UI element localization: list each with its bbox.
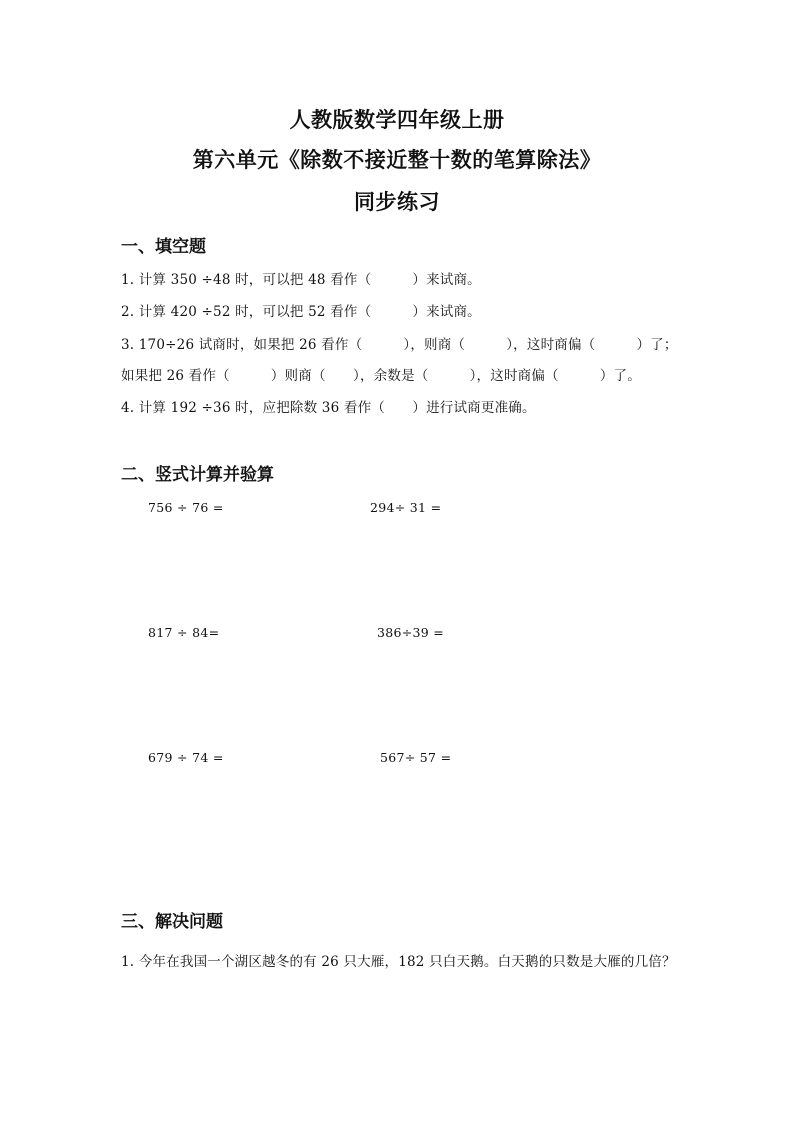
question-3-line-1: 3. 170÷26 试商时，如果把 26 看作（ ），则商（ ），这时商偏（ ）了； (121, 337, 678, 353)
question-4: 4. 计算 192 ÷36 时，应把除数 36 看作（ ）进行试商更准确。 (121, 400, 536, 416)
calc-problem: 679 ÷ 74 = (148, 750, 224, 765)
title-line-1: 人教版数学四年级上册 (289, 107, 505, 132)
question-1: 1. 计算 350 ÷48 时，可以把 48 看作（ ）来试商。 (121, 272, 481, 288)
title-line-2: 第六单元《除数不接近整十数的笔算除法》 (192, 147, 602, 172)
question-2: 2. 计算 420 ÷52 时，可以把 52 看作（ ）来试商。 (121, 304, 481, 320)
section-problem-solving-heading: 三、解决问题 (121, 912, 223, 932)
calc-problem: 756 ÷ 76 = (148, 500, 224, 515)
section-fill-blank-heading: 一、填空题 (121, 237, 206, 257)
calc-problem: 817 ÷ 84= (148, 625, 220, 640)
calc-problem: 386÷39 = (377, 625, 445, 640)
calc-problem: 294÷ 31 = (370, 500, 442, 515)
section-vertical-calc-heading: 二、竖式计算并验算 (121, 465, 274, 485)
calc-problem: 567÷ 57 = (380, 750, 452, 765)
word-problem-1: 1. 今年在我国一个湖区越冬的有 26 只大雁，182 只白天鹅。白天鹅的只数是大雁的几倍？ (121, 954, 676, 970)
title-line-3: 同步练习 (354, 189, 440, 214)
question-3-line-2: 如果把 26 看作（ ）则商（ ），余数是（ ），这时商偏（ ）了。 (121, 368, 641, 384)
